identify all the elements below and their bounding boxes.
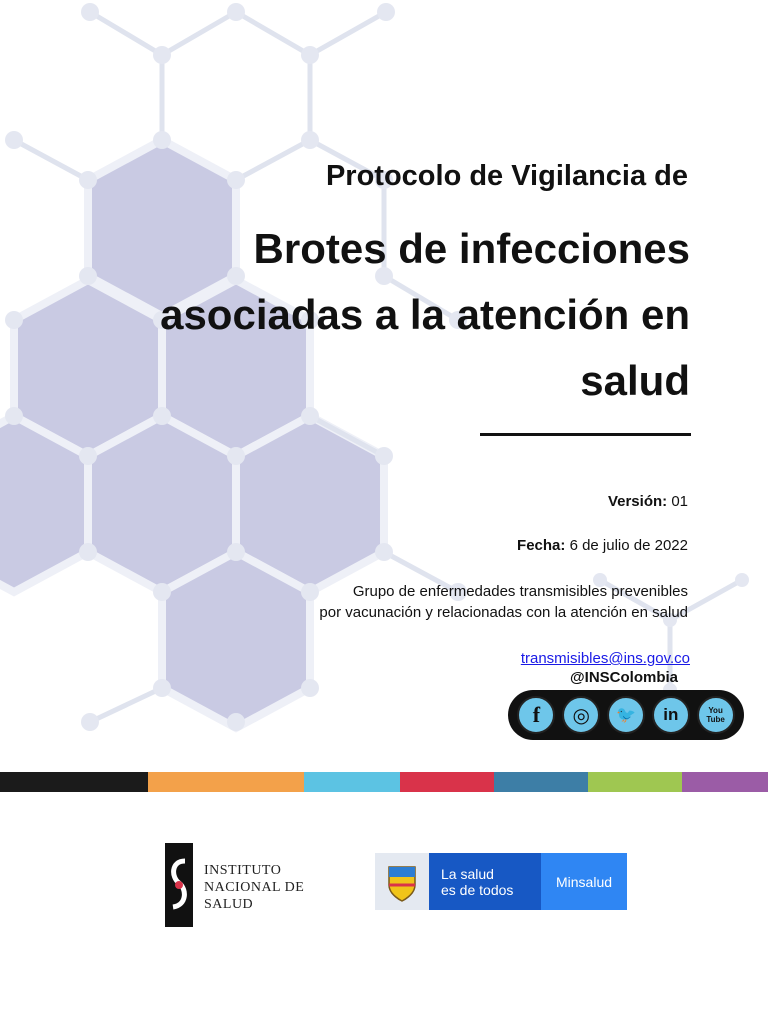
band-orange bbox=[148, 772, 304, 792]
ins-name-line-1: INSTITUTO bbox=[204, 863, 282, 878]
facebook-icon[interactable]: f bbox=[517, 696, 555, 734]
title-divider bbox=[480, 433, 691, 436]
version-label: Versión: bbox=[607, 493, 668, 510]
document-title bbox=[130, 216, 690, 414]
band-purple bbox=[682, 772, 768, 792]
responsible-group bbox=[319, 581, 688, 623]
social-icons-bar bbox=[508, 690, 744, 740]
group-line-2: por vacunación y relacionadas con la atención en salud bbox=[319, 604, 688, 621]
minsalud-name: Minsalud bbox=[541, 853, 627, 910]
ins-logo-icon bbox=[165, 843, 193, 927]
date-value: 6 de julio de 2022 bbox=[569, 537, 688, 554]
band-cyan bbox=[304, 772, 400, 792]
minsalud-slogan bbox=[429, 853, 541, 910]
date-line bbox=[517, 537, 688, 554]
band-red bbox=[400, 772, 494, 792]
twitter-icon[interactable]: 🐦 bbox=[607, 696, 645, 734]
slogan-line-2: es de todos bbox=[441, 881, 514, 898]
slogan-line-1: La salud bbox=[441, 865, 494, 882]
group-line-1: Grupo de enfermedades transmisibles prevenibles bbox=[352, 583, 688, 600]
colombia-coat-of-arms-icon bbox=[375, 853, 429, 910]
version-line bbox=[608, 493, 688, 510]
contact-email-link[interactable]: transmisibles@ins.gov.co bbox=[520, 650, 690, 667]
version-value: 01 bbox=[671, 493, 688, 510]
minsalud-logo bbox=[375, 853, 627, 910]
color-band bbox=[0, 772, 768, 792]
title-line-1: Brotes de infecciones bbox=[253, 225, 690, 272]
youtube-icon[interactable]: You Tube bbox=[697, 696, 735, 734]
band-green bbox=[588, 772, 682, 792]
document-subtitle: Protocolo de Vigilancia de bbox=[325, 160, 688, 192]
band-blue bbox=[494, 772, 588, 792]
date-label: Fecha: bbox=[517, 537, 566, 554]
ins-name bbox=[204, 862, 304, 913]
linkedin-icon[interactable]: in bbox=[652, 696, 690, 734]
instagram-icon[interactable]: ◎ bbox=[562, 696, 600, 734]
title-line-3: salud bbox=[580, 357, 690, 404]
social-handle: @INSColombia bbox=[570, 669, 678, 686]
ins-name-line-3: SALUD bbox=[204, 897, 254, 912]
ins-name-line-2: NACIONAL DE bbox=[204, 880, 305, 895]
title-line-2: asociadas a la atención en bbox=[160, 291, 690, 338]
band-black bbox=[0, 772, 148, 792]
